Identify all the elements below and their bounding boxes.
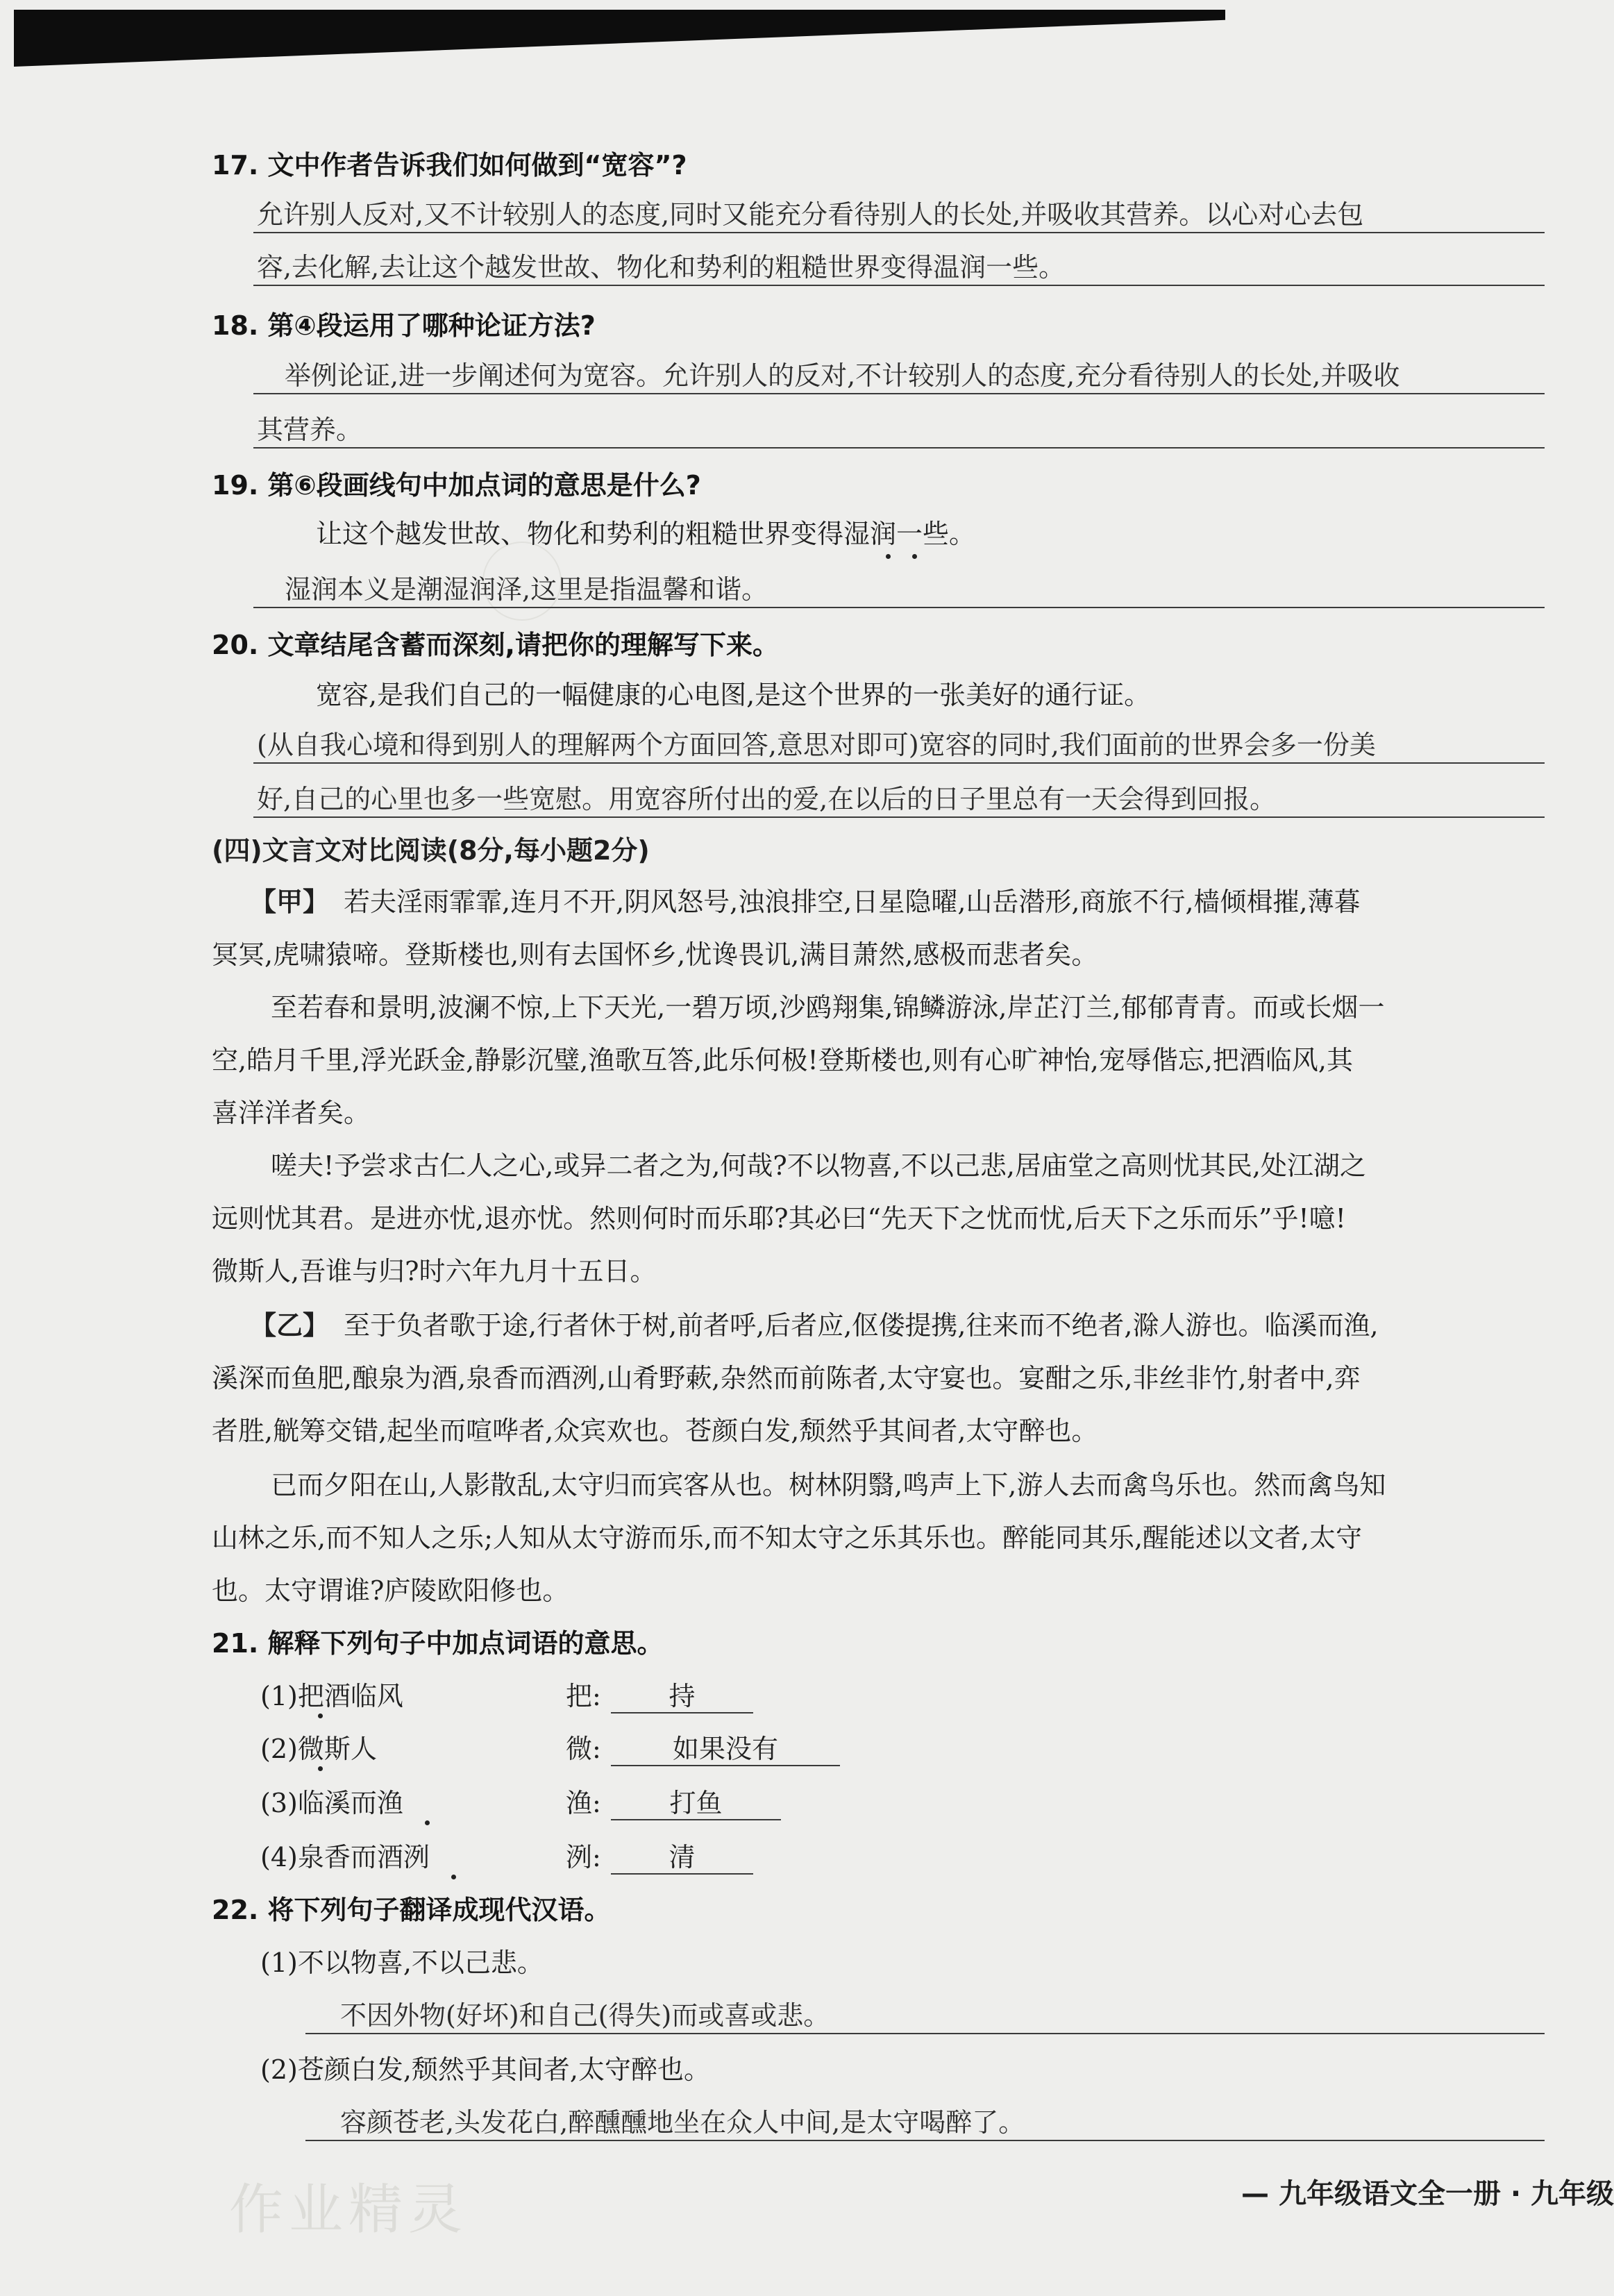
answer-rule <box>253 285 1545 286</box>
emphasis-dot <box>886 554 891 559</box>
answer-rule <box>611 1819 781 1820</box>
q21-word-1: 把: <box>566 1681 601 1711</box>
answer-18-line-1: 举例论证,进一步阐述何为宽容。允许别人的反对,不计较别人的态度,充分看待别人的长处,并吸收 <box>285 360 1400 391</box>
passage-jia-tag: 【甲】 <box>250 887 330 917</box>
passage-jia-line: 嗟夫!予尝求古仁人之心,或异二者之为,何哉?不以物喜,不以己悲,居庙堂之高则忧其民,处江湖之 <box>271 1150 1367 1181</box>
q21-meaning-2: 如果没有 <box>672 1734 778 1764</box>
q21-meaning-3: 打鱼 <box>669 1788 723 1818</box>
answer-17-line-2: 容,去化解,去让这个越发世故、物化和势利的粗糙世界变得温润一些。 <box>257 252 1066 283</box>
answer-20-line-1: (从自我心境和得到别人的理解两个方面回答,意思对即可)宽容的同时,我们面前的世界会多一份美 <box>257 730 1376 760</box>
answer-rule <box>253 447 1545 449</box>
answer-rule <box>305 2140 1545 2141</box>
question-19: 19. 第⑥段画线句中加点词的意思是什么? <box>212 470 701 501</box>
passage-jia-line: 喜洋洋者矣。 <box>212 1098 371 1128</box>
answer-rule <box>253 816 1545 818</box>
passage-yi-line: 溪深而鱼肥,酿泉为酒,泉香而酒洌,山肴野蔌,杂然而前陈者,太守宴也。宴酣之乐,非丝非竹,射者中,弈 <box>212 1363 1361 1393</box>
passage-jia-line: 至若春和景明,波澜不惊,上下天光,一碧万顷,沙鸥翔集,锦鳞游泳,岸芷汀兰,郁郁青青。而或长烟一 <box>271 992 1385 1023</box>
answer-rule <box>611 1712 753 1713</box>
q21-word-2: 微: <box>566 1734 601 1764</box>
page-footer: — 九年级语文全一册 · 九年级 <box>1241 2178 1614 2210</box>
question-21: 21. 解释下列句子中加点词语的意思。 <box>212 1628 664 1659</box>
q21-meaning-1: 持 <box>669 1681 696 1711</box>
passage-yi-line: 至于负者歌于途,行者休于树,前者呼,后者应,伛偻提携,往来而不绝者,滁人游也。临溪而渔, <box>344 1310 1379 1341</box>
answer-19: 湿润本义是潮湿润泽,这里是指温馨和谐。 <box>285 574 768 605</box>
emphasis-dot <box>318 1766 323 1771</box>
passage-yi-line: 者胜,觥筹交错,起坐而喧哗者,众宾欢也。苍颜白发,颓然乎其间者,太守醉也。 <box>212 1416 1098 1446</box>
q21-phrase-1: (1)把酒临风 <box>260 1681 403 1711</box>
answer-20-line-2: 好,自己的心里也多一些宽慰。用宽容所付出的爱,在以后的日子里总有一天会得到回报。 <box>257 784 1277 814</box>
answer-17-line-1: 允许别人反对,又不计较别人的态度,同时又能充分看待别人的长处,并吸收其营养。以心对心去包 <box>257 199 1364 230</box>
question-22: 22. 将下列句子翻译成现代汉语。 <box>212 1895 611 1925</box>
passage-jia-line: 远则忧其君。是进亦忧,退亦忧。然则何时而乐耶?其必曰“先天下之忧而忧,后天下之乐而乐”乎!噫! <box>212 1203 1346 1234</box>
answer-rule <box>253 762 1545 764</box>
answer-rule <box>253 607 1545 608</box>
q21-phrase-4: (4)泉香而酒洌 <box>260 1842 430 1872</box>
emphasis-dot <box>451 1875 456 1879</box>
quote-20: 宽容,是我们自己的一幅健康的心电图,是这个世界的一张美好的通行证。 <box>316 680 1151 710</box>
watermark: 作业精灵 <box>229 2179 469 2241</box>
answer-18-line-2: 其营养。 <box>257 414 363 445</box>
passage-yi-line: 山林之乐,而不知人之乐;人知从太守游而乐,而不知太守之乐其乐也。醉能同其乐,醒能述以文者,太守 <box>212 1523 1363 1553</box>
q21-phrase-2: (2)微斯人 <box>260 1734 377 1764</box>
question-20: 20. 文章结尾含蓄而深刻,请把你的理解写下来。 <box>212 630 779 660</box>
passage-yi-tag: 【乙】 <box>250 1310 330 1341</box>
q21-phrase-3: (3)临溪而渔 <box>260 1788 403 1818</box>
emphasis-dot <box>318 1713 323 1718</box>
quote-19: 让这个越发世故、物化和势利的粗糙世界变得湿润一些。 <box>316 519 976 549</box>
question-18: 18. 第④段运用了哪种论证方法? <box>212 310 596 341</box>
emphasis-dot <box>425 1820 430 1825</box>
q22-answer-1: 不因外物(好坏)和自己(得失)而或喜或悲。 <box>340 2000 830 2031</box>
passage-jia-line: 若夫淫雨霏霏,连月不开,阴风怒号,浊浪排空,日星隐曜,山岳潜形,商旅不行,樯倾楫摧,薄暮 <box>344 887 1361 917</box>
passage-yi-line: 也。太守谓谁?庐陵欧阳修也。 <box>212 1575 569 1606</box>
q22-answer-2: 容颜苍老,头发花白,醉醺醺地坐在众人中间,是太守喝醉了。 <box>340 2107 1025 2138</box>
emphasis-dot <box>912 554 917 559</box>
passage-jia-line: 微斯人,吾谁与归?时六年九月十五日。 <box>212 1256 657 1287</box>
answer-rule <box>611 1873 753 1875</box>
q22-sentence-2: (2)苍颜白发,颓然乎其间者,太守醉也。 <box>260 2054 710 2085</box>
answer-rule <box>253 393 1545 394</box>
answer-rule <box>611 1765 840 1766</box>
answer-rule <box>305 2033 1545 2034</box>
q21-word-3: 渔: <box>566 1788 601 1818</box>
q21-meaning-4: 清 <box>669 1842 696 1872</box>
answer-rule <box>253 232 1545 233</box>
scan-edge-shadow <box>14 10 1225 67</box>
passage-jia-line: 空,皓月千里,浮光跃金,静影沉璧,渔歌互答,此乐何极!登斯楼也,则有心旷神怡,宠辱偕忘,把酒临风,其 <box>212 1045 1353 1075</box>
question-17: 17. 文中作者告诉我们如何做到“宽容”? <box>212 150 687 181</box>
passage-yi-line: 已而夕阳在山,人影散乱,太守归而宾客从也。树林阴翳,鸣声上下,游人去而禽鸟乐也。然而禽鸟知 <box>271 1470 1386 1500</box>
q21-word-4: 洌: <box>566 1842 601 1872</box>
section-4-heading: (四)文言文对比阅读(8分,每小题2分) <box>212 835 650 866</box>
q22-sentence-1: (1)不以物喜,不以己悲。 <box>260 1947 544 1978</box>
passage-jia-line: 冥冥,虎啸猿啼。登斯楼也,则有去国怀乡,忧谗畏讥,满目萧然,感极而悲者矣。 <box>212 939 1098 970</box>
